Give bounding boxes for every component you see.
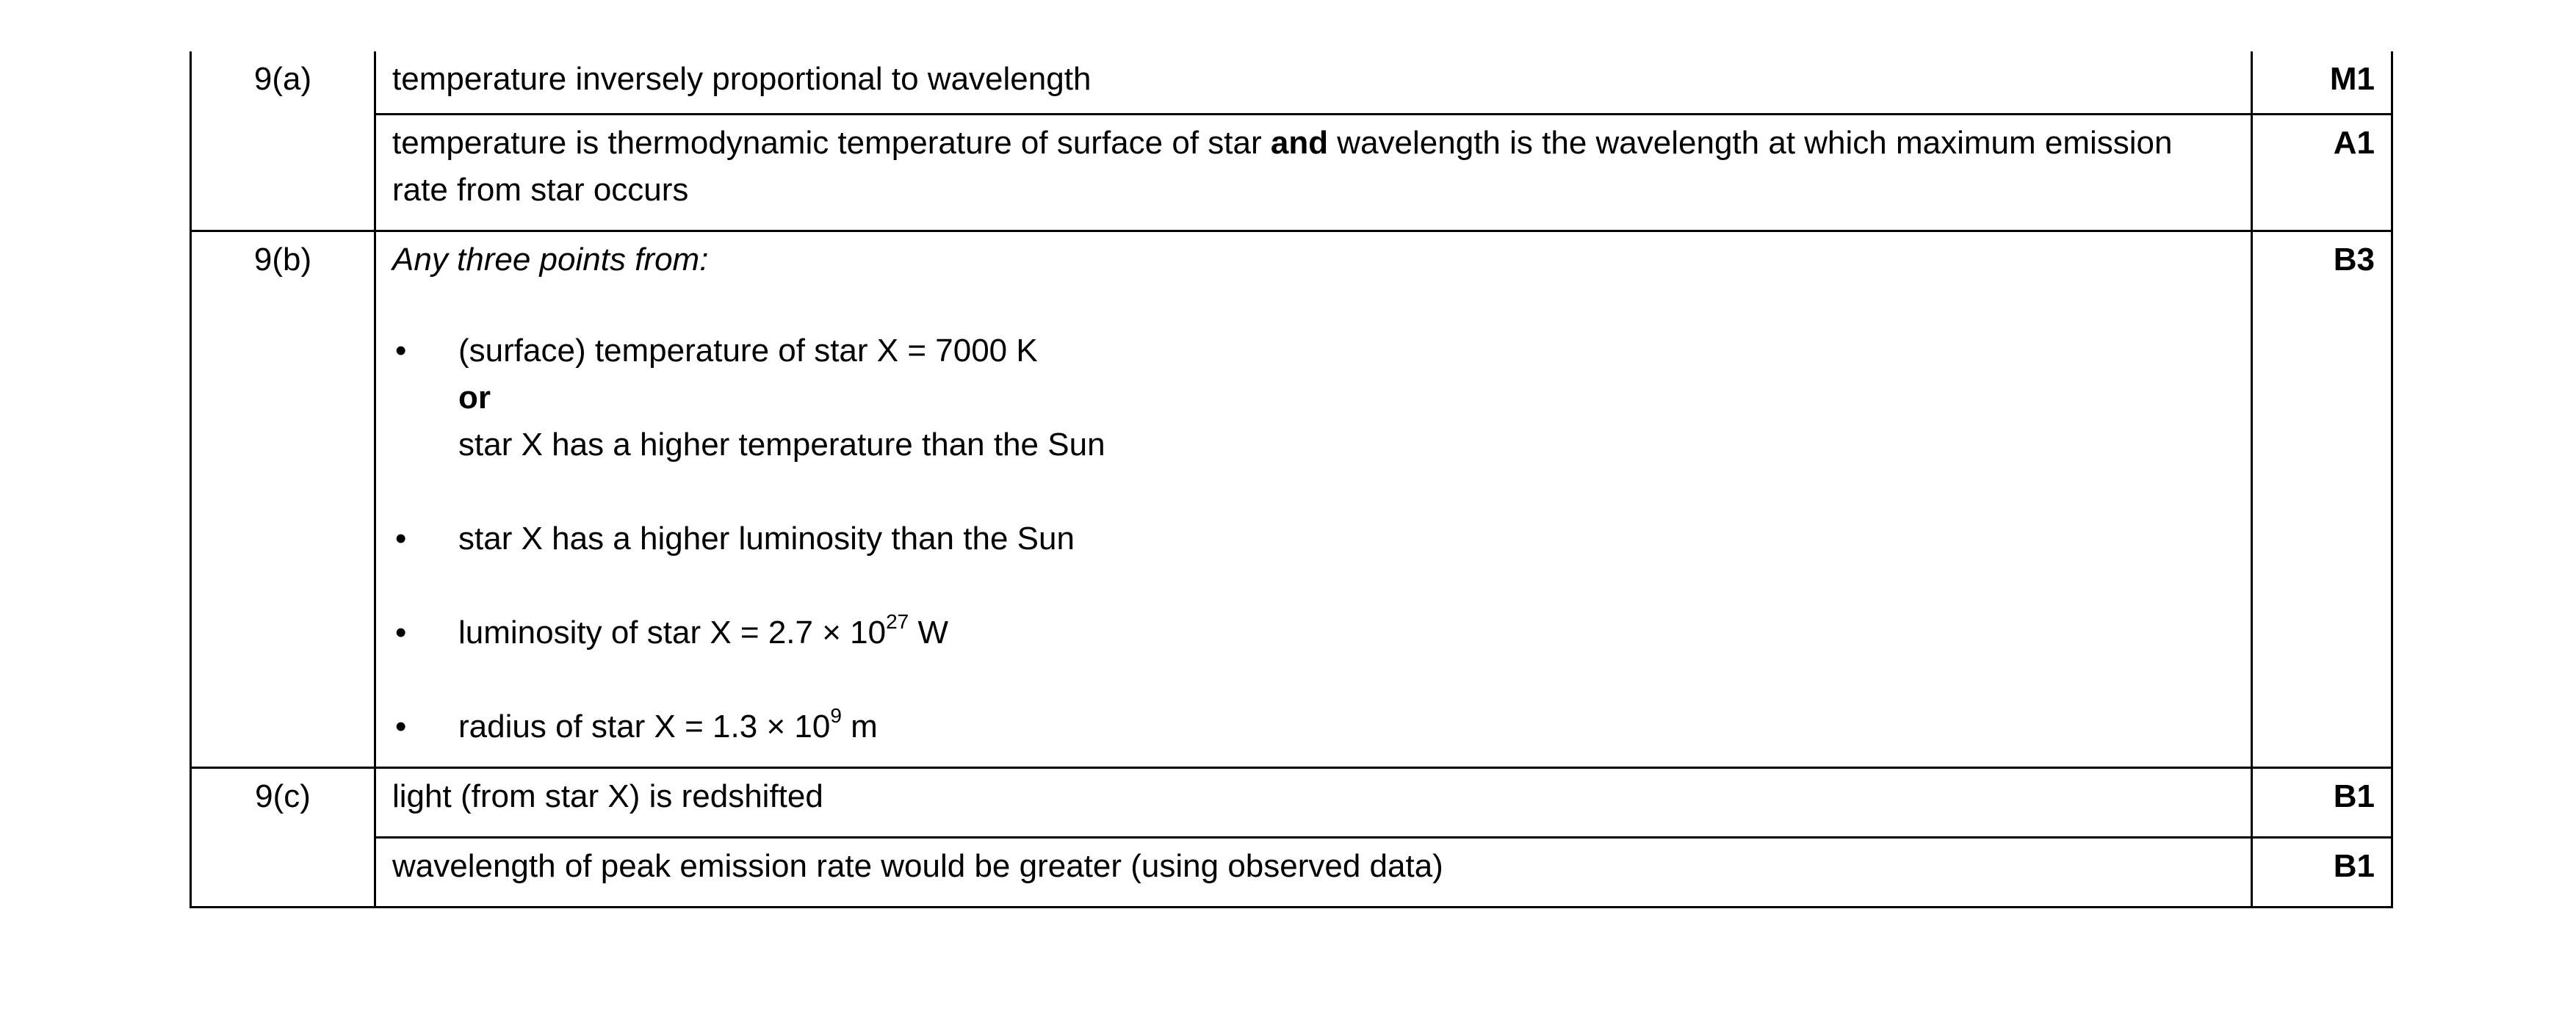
- answer-text: temperature is thermodynamic temperature of surface of star: [392, 125, 1271, 161]
- exponent: 27: [886, 610, 909, 634]
- point-text: star X has a higher temperature than the Sun: [458, 427, 1105, 463]
- mark-cell: B1: [2252, 768, 2392, 838]
- mark-cell: A1: [2252, 115, 2392, 231]
- question-number-9c: 9(c): [191, 768, 375, 908]
- list-item: [392, 515, 2236, 562]
- point-value: radius of star X = 1.3 × 10: [458, 709, 831, 745]
- answer-keyword-bold: and: [1270, 125, 1329, 161]
- answer-cell: [375, 51, 2252, 115]
- question-number-9b: 9(b): [191, 231, 375, 768]
- table-row: [191, 838, 2392, 908]
- point-text: [458, 703, 2236, 750]
- bullet-icon: •: [395, 333, 407, 369]
- unit: m: [841, 709, 878, 745]
- question-number-9a: 9(a): [191, 51, 375, 231]
- answer-text: wavelength of peak emission rate would be greater (using observed data): [392, 848, 1443, 884]
- point-text: [458, 609, 2236, 656]
- answer-intro: Any three points from:: [392, 242, 709, 278]
- table-row: [191, 51, 2392, 115]
- unit: W: [909, 615, 948, 651]
- answer-cell: [375, 768, 2252, 838]
- list-item: [392, 703, 2236, 750]
- bullet-icon: •: [395, 709, 407, 745]
- answer-point-list: [392, 327, 2236, 750]
- bullet-icon: •: [395, 615, 407, 651]
- alternative-or-label: or: [458, 380, 491, 416]
- answer-cell: [375, 838, 2252, 908]
- point-value: luminosity of star X = 2.7 × 10: [458, 615, 887, 651]
- answer-text: wavelength is the wavelength at which maximum emission rate from star occurs: [392, 125, 2173, 208]
- answer-text: temperature inversely proportional to wavelength: [392, 61, 1092, 97]
- answer-text: light (from star X) is redshifted: [392, 778, 823, 814]
- table-row: [191, 115, 2392, 231]
- bullet-icon: •: [395, 521, 407, 557]
- list-item: [392, 327, 2236, 468]
- answer-cell: [375, 115, 2252, 231]
- exponent: 9: [830, 704, 842, 728]
- table-row: [191, 231, 2392, 768]
- point-text: star X has a higher luminosity than the Sun: [458, 521, 1075, 557]
- mark-cell: M1: [2252, 51, 2392, 115]
- point-text: (surface) temperature of star X = 7000 K: [458, 333, 1038, 369]
- table-row: [191, 768, 2392, 838]
- mark-scheme-table: [190, 51, 2393, 908]
- mark-cell: B3: [2252, 231, 2392, 768]
- answer-cell: [375, 231, 2252, 768]
- mark-cell: B1: [2252, 838, 2392, 908]
- list-item: [392, 609, 2236, 656]
